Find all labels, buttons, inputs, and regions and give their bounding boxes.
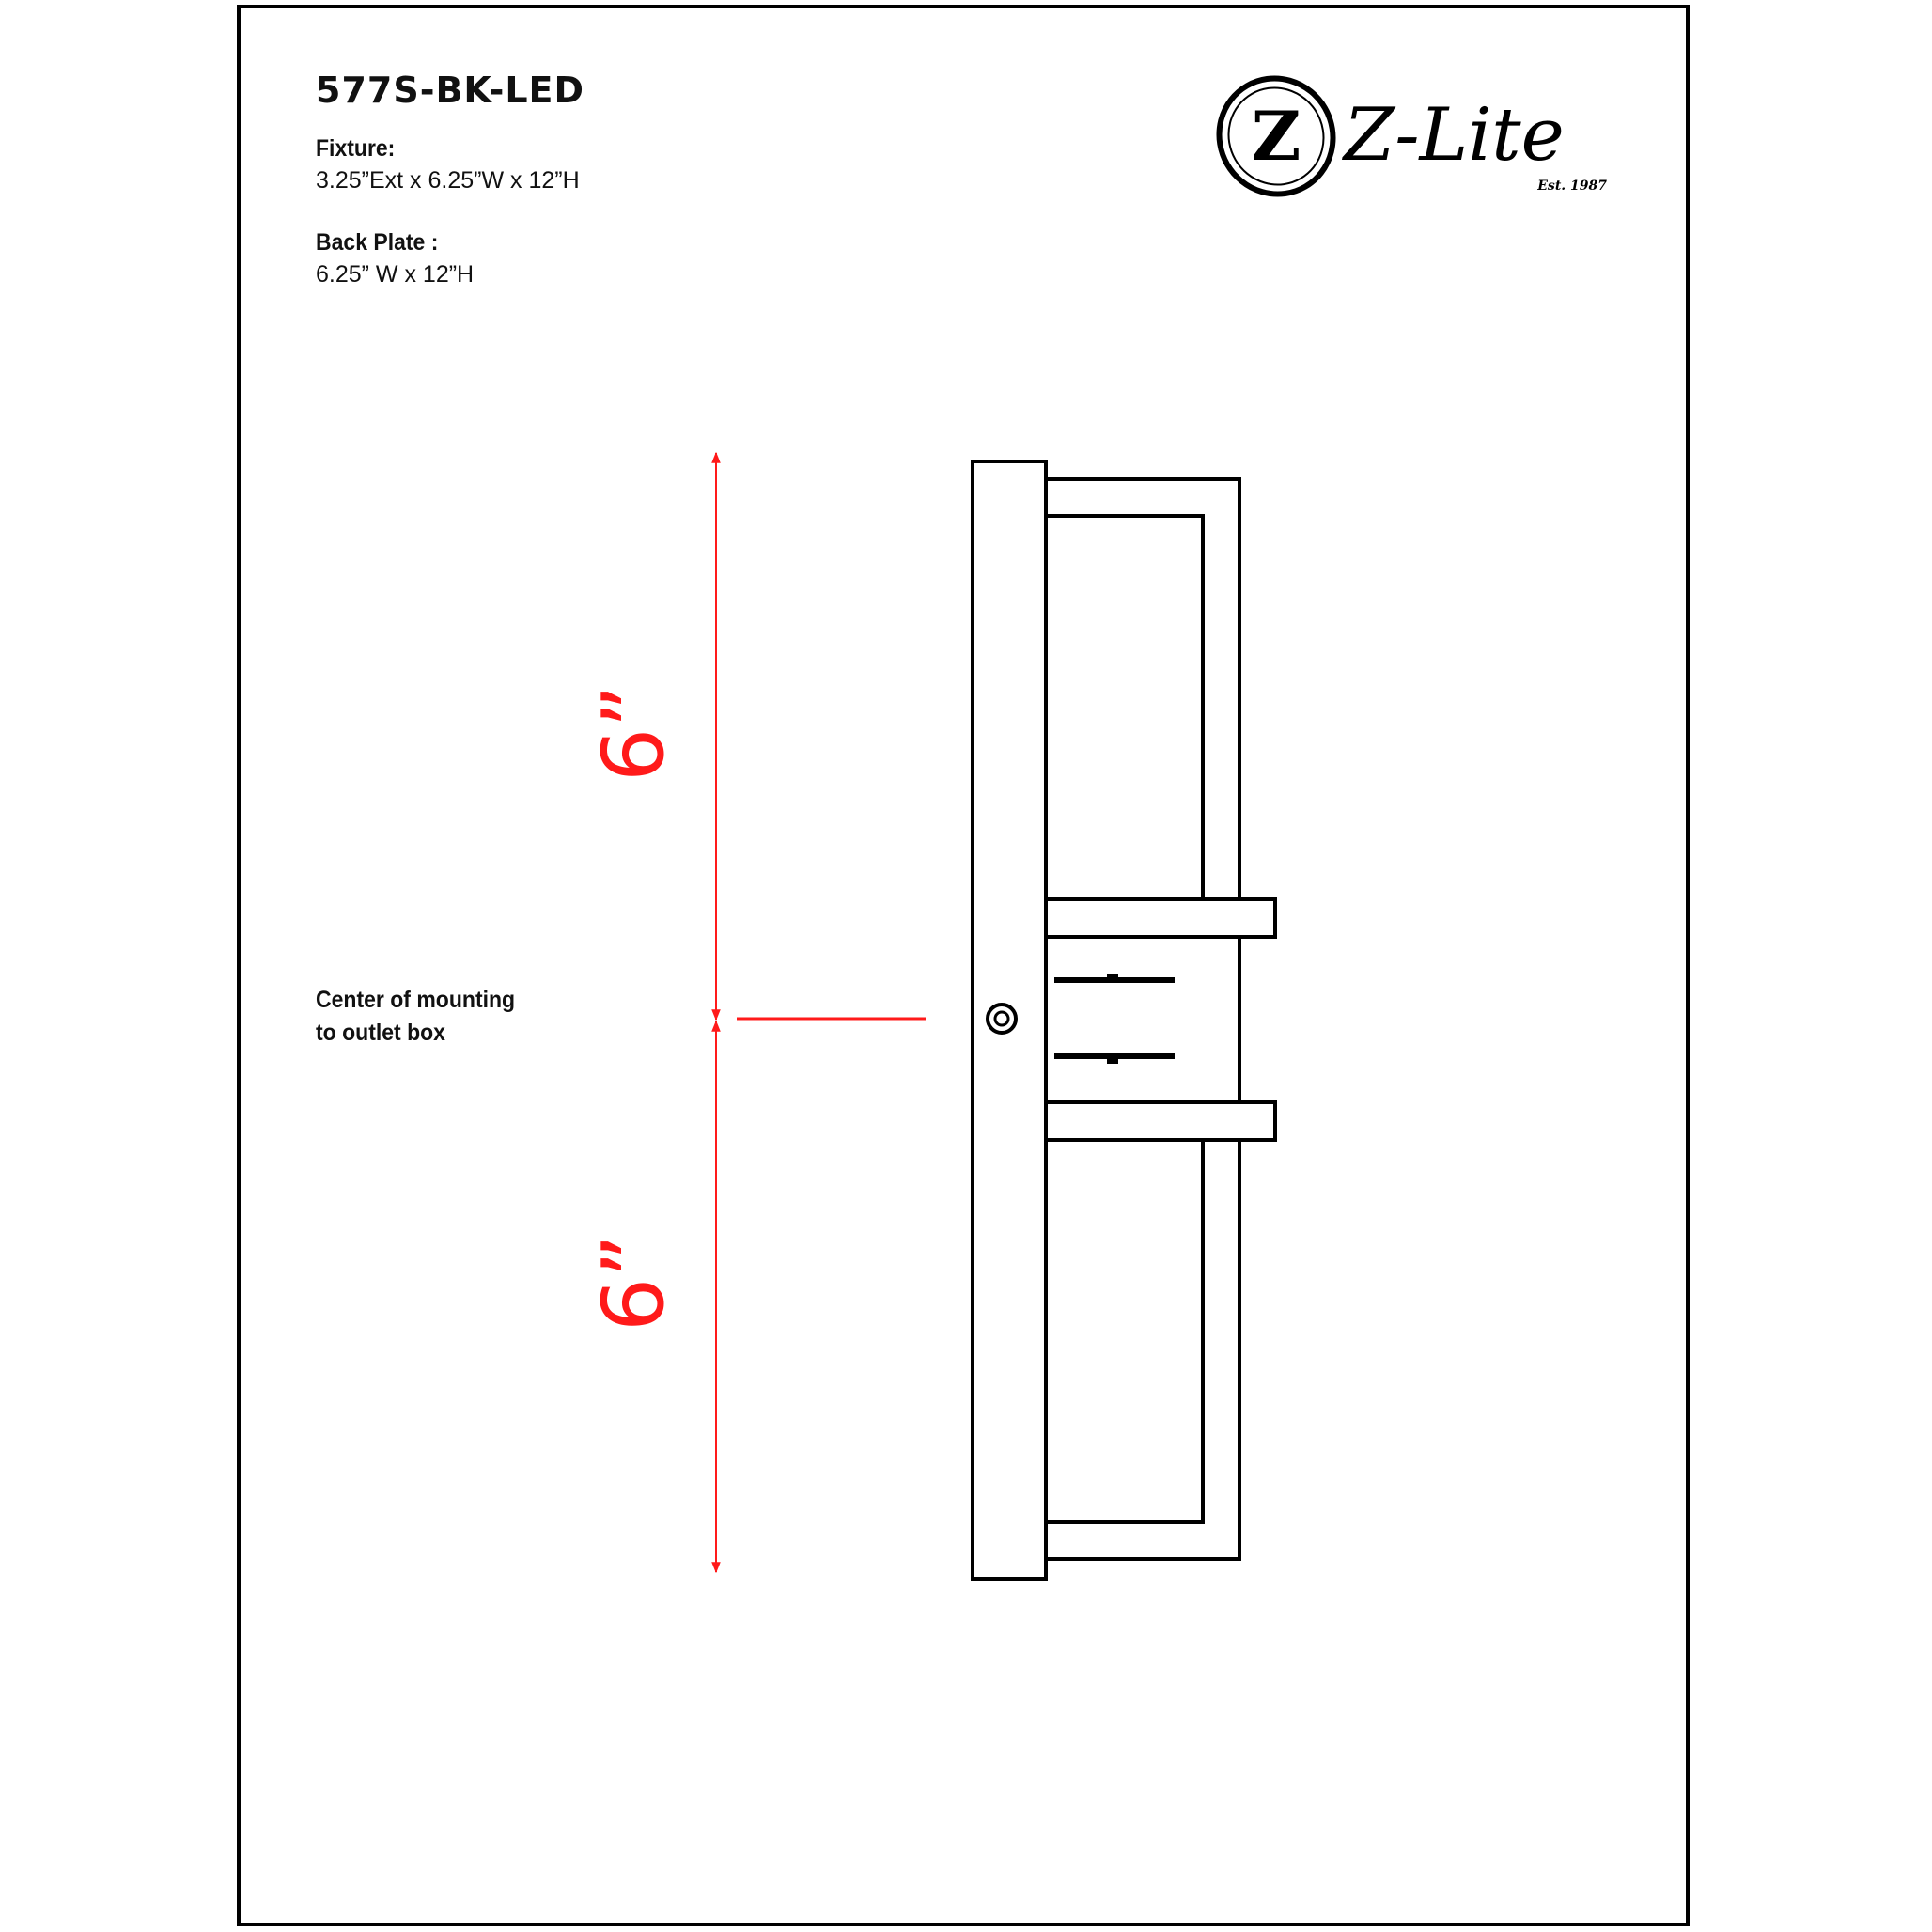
model-number: 577S-BK-LED — [316, 70, 585, 111]
upper-shade-inner-frame — [1046, 516, 1203, 899]
upper-dimension-label: 6” — [584, 684, 683, 782]
lower-mounting-bracket — [1046, 1102, 1275, 1140]
upper-mounting-bracket — [1046, 899, 1275, 937]
lower-shade-inner-frame — [1046, 1140, 1203, 1522]
lower-shade-outer-frame — [1046, 1140, 1239, 1559]
lower-dimension-label: 6” — [584, 1234, 683, 1332]
mounting-screw-center — [995, 1012, 1008, 1025]
logo-established: Est. 1987 — [1537, 179, 1607, 194]
logo-mark: Z — [1251, 96, 1301, 176]
lower-led-bar-tab — [1107, 1056, 1118, 1064]
fixture-label: Fixture: — [316, 135, 396, 162]
mounting-note-line-1: Center of mounting — [316, 987, 516, 1013]
logo-name: Z-Lite — [1344, 93, 1565, 178]
upper-shade-outer-frame — [1046, 479, 1239, 899]
back-plate-dimensions: 6.25” W x 12”H — [316, 261, 475, 288]
upper-led-bar-tab — [1107, 974, 1118, 981]
mounting-note-line-2: to outlet box — [316, 1020, 445, 1046]
fixture-dimensions: 3.25”Ext x 6.25”W x 12”H — [316, 167, 580, 194]
back-plate-label: Back Plate : — [316, 229, 439, 256]
